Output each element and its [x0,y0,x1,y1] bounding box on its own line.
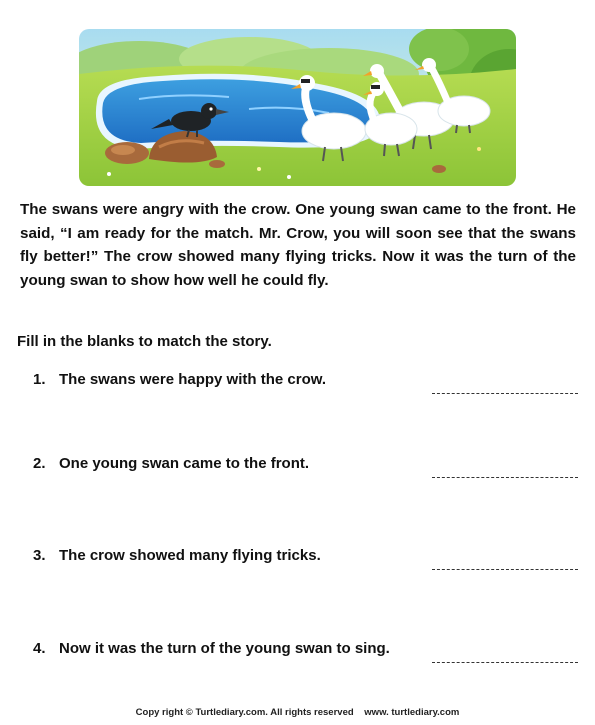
answer-blank-4[interactable] [432,650,578,663]
question-item [33,371,583,395]
story-paragraph: The swans were angry with the crow. One young swan came to the front. He said, “I am ready for the match. Mr. Crow, you will soon see that the swans fly better!” The crow showed many flying tricks. Now it was the turn of the young swan to show how well he could fly. [20,201,576,289]
question-text: One young swan came to the front. [59,455,310,472]
question-text: The swans were happy with the crow. [59,371,327,388]
question-text: Now it was the turn of the young swan to sing. [59,640,390,657]
pond-swans-crow-illustration [79,29,516,186]
answer-blank-2[interactable] [432,465,578,478]
question-number: 3. [33,547,46,564]
question-number: 2. [33,455,46,472]
website-link[interactable]: www. turtlediary.com [364,707,460,718]
copyright-text: Copy right © Turtlediary.com. All rights reserved [135,707,354,718]
question-text: The crow showed many flying tricks. [59,547,321,564]
question-item [33,640,583,664]
question-number: 4. [33,640,46,657]
story-illustration [79,29,516,186]
question-number: 1. [33,371,46,388]
answer-blank-1[interactable] [432,381,578,394]
answer-blank-3[interactable] [432,557,578,570]
question-item [33,547,583,571]
instruction-text: Fill in the blanks to match the story. [17,333,272,350]
footer [0,707,595,718]
question-item [33,455,583,479]
